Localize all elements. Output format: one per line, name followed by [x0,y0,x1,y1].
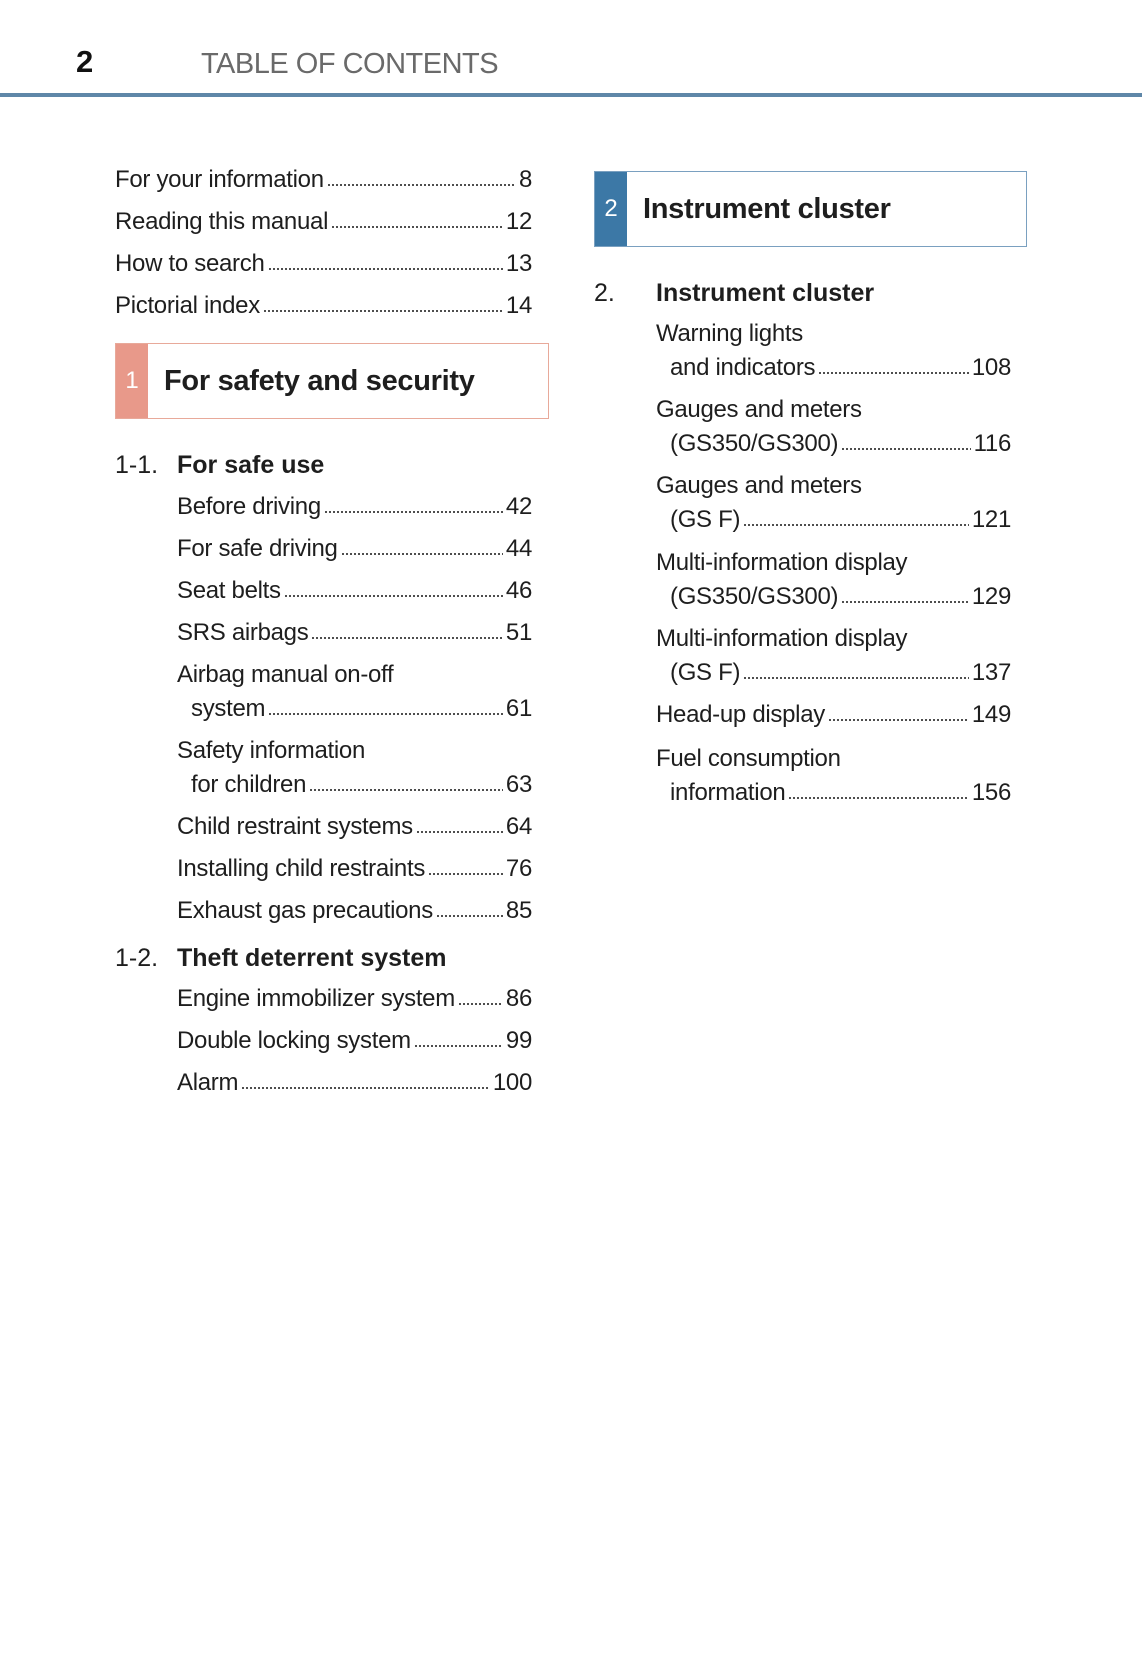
entry-page: 156 [971,779,1011,806]
header-divider [0,93,1142,97]
entry-page: 61 [505,695,532,722]
dot-leader [341,552,503,556]
page-number: 2 [76,44,94,79]
entry-title: Pictorial index [115,292,260,319]
entry-page: 137 [971,659,1011,686]
section-2-title: Instrument cluster [643,192,891,225]
entry-title: and indicators [670,354,816,381]
entry-page: 13 [505,250,532,277]
entry-page: 44 [505,535,532,562]
entry-title: Safety information [177,737,366,764]
section-1-title: For safety and security [164,364,475,397]
section-1-header[interactable] [115,343,549,419]
dot-leader [284,594,503,598]
dot-leader [436,914,503,918]
entry-title: (GS350/GS300) [670,583,839,610]
page-title: TABLE OF CONTENTS [201,48,499,80]
entry-title: Gauges and meters [656,472,862,499]
toc-entry[interactable] [177,576,532,606]
section-2-header[interactable] [594,171,1027,247]
entry-page: 85 [505,897,532,924]
entry-page: 14 [505,292,532,319]
subsection-number: 2. [594,279,615,307]
entry-title: SRS airbags [177,619,309,646]
dot-leader [311,636,502,640]
toc-entry[interactable] [177,896,532,926]
entry-title: Reading this manual [115,208,329,235]
dot-leader [327,183,516,187]
entry-title: Fuel consumption [656,745,841,772]
dot-leader [268,712,503,716]
entry-page: 42 [505,493,532,520]
entry-page: 76 [505,855,532,882]
entry-title: information [670,779,786,806]
entry-page: 121 [971,506,1011,533]
toc-entry[interactable] [177,492,532,522]
dot-leader [309,788,503,792]
dot-leader [841,600,969,604]
toc-entry[interactable] [177,984,532,1014]
toc-entry[interactable] [177,854,532,884]
entry-title: Engine immobilizer system [177,985,455,1012]
dot-leader [414,1044,503,1048]
dot-leader [324,510,503,514]
subsection-number: 1-2. [115,944,159,972]
entry-page: 63 [505,771,532,798]
dot-leader [268,267,503,271]
toc-entry[interactable] [177,534,532,564]
dot-leader [458,1002,503,1006]
subsection-number: 1-1. [115,451,159,479]
entry-title: (GS350/GS300) [670,430,839,457]
entry-title: Multi-information display [656,549,908,576]
subsection-title: For safe use [177,451,325,479]
dot-leader [841,447,970,451]
entry-title: Head-up display [656,701,825,728]
dot-leader [263,309,503,313]
dot-leader [428,872,503,876]
entry-page: 129 [971,583,1011,610]
dot-leader [743,676,969,680]
toc-entry[interactable] [177,1068,532,1098]
section-2-number-tab: 2 [595,172,627,246]
entry-title: Exhaust gas precautions [177,897,433,924]
entry-title: Before driving [177,493,321,520]
subsection-1-1[interactable] [115,450,324,480]
entry-page: 12 [505,208,532,235]
entry-title: Seat belts [177,577,281,604]
entry-page: 86 [505,985,532,1012]
toc-entry[interactable] [177,660,532,724]
entry-title: Double locking system [177,1027,411,1054]
dot-leader [331,225,503,229]
toc-entry[interactable] [656,319,1011,383]
subsection-2[interactable] [594,278,874,308]
toc-entry[interactable] [177,736,532,800]
toc-entry[interactable] [177,618,532,648]
dot-leader [241,1086,490,1090]
entry-page: 149 [971,701,1011,728]
subsection-1-2[interactable] [115,943,447,973]
entry-title: Multi-information display [656,625,908,652]
entry-page: 64 [505,813,532,840]
entry-title: How to search [115,250,265,277]
entry-title: For your information [115,166,324,193]
entry-title: (GS F) [670,659,741,686]
section-1-number-tab: 1 [116,344,148,418]
entry-title: Installing child restraints [177,855,426,882]
entry-title: (GS F) [670,506,741,533]
entry-title: Airbag manual on-off [177,661,394,688]
entry-page: 46 [505,577,532,604]
entry-title: Alarm [177,1069,239,1096]
toc-entry[interactable] [656,744,1011,808]
dot-leader [828,718,969,722]
entry-page: 99 [505,1027,532,1054]
entry-page: 116 [973,430,1011,457]
dot-leader [788,796,968,800]
entry-title: for children [191,771,307,798]
entry-page: 100 [492,1069,532,1096]
entry-title: Warning lights [656,320,803,347]
toc-entry[interactable] [115,249,532,279]
subsection-title: Instrument cluster [656,279,875,307]
toc-entry[interactable] [115,291,532,321]
dot-leader [416,830,503,834]
toc-entry[interactable] [177,1026,532,1056]
entry-title: system [191,695,266,722]
entry-title: For safe driving [177,535,338,562]
entry-page: 51 [505,619,532,646]
toc-entry[interactable] [656,471,1011,535]
entry-page: 108 [971,354,1011,381]
toc-entry[interactable] [656,700,1011,730]
toc-entry[interactable] [115,207,532,237]
entry-title: Child restraint systems [177,813,413,840]
toc-entry[interactable] [656,624,1011,688]
toc-entry[interactable] [115,165,532,195]
toc-entry[interactable] [656,395,1011,459]
entry-title: Gauges and meters [656,396,862,423]
subsection-title: Theft deterrent system [177,944,447,972]
entry-page: 8 [518,166,532,193]
dot-leader [818,371,969,375]
toc-entry[interactable] [177,812,532,842]
dot-leader [743,523,969,527]
toc-entry[interactable] [656,548,1011,612]
